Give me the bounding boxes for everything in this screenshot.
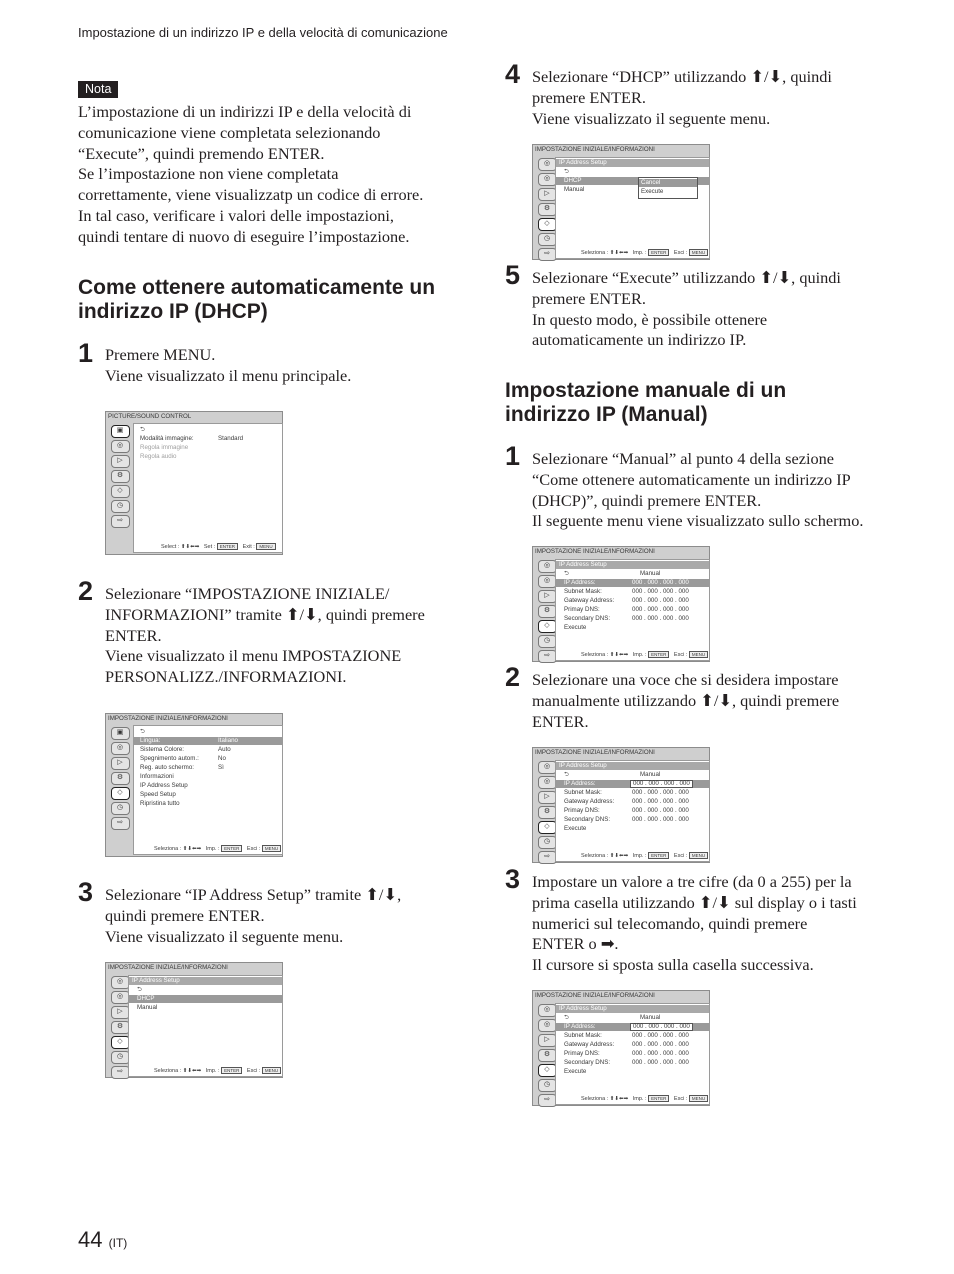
nota-line: In tal caso, verificare i valori delle impostazioni, (78, 205, 395, 225)
menu-label: Primay DNS: (564, 807, 600, 814)
sound-icon: ◎ (538, 1019, 557, 1032)
setup-icon: ⚙ (111, 1021, 130, 1034)
menu-value: Italiano (218, 737, 238, 744)
step-line: Selezionare “IP Address Setup” tramite ⬆/⬇, (105, 885, 402, 904)
screen-footer: Seleziona : ⬆⬇⬅➡ Imp. : ENTER Esci : MENU (154, 845, 281, 852)
popup-option: Execute (641, 188, 664, 195)
setup-icon: ⚙ (538, 1049, 557, 1062)
picture-icon: ▣ (111, 425, 130, 438)
picture-icon: ◎ (538, 761, 557, 774)
footer-label: Imp. : (632, 652, 647, 658)
screen-icon: ▷ (111, 757, 130, 770)
screen-sidebar (109, 425, 131, 530)
ip-input-active: 000 . 000 . 000 . 000 (630, 780, 693, 788)
step-line: Selezionare “Manual” al punto 4 della sezione (532, 449, 834, 468)
step-line: ENTER o ➡. (532, 934, 619, 954)
ip-value: 000 . 000 . 000 . 000 (632, 1050, 689, 1057)
menu-label: Gateway Address: (564, 1041, 615, 1048)
setup-icon: ⚙ (111, 772, 130, 785)
menu-label: Ripristina tutto (140, 800, 180, 807)
menu-key: MENU (689, 852, 708, 859)
footer-label: Seleziona : (154, 1068, 182, 1074)
submenu-title: IP Address Setup (559, 1005, 607, 1012)
menu-label: IP Address: (564, 1023, 596, 1030)
ip-value: 000 . 000 . 000 . 000 (632, 615, 689, 622)
menu-label: Primay DNS: (564, 1050, 600, 1057)
screen-title: PICTURE/SOUND CONTROL (108, 413, 192, 420)
step-line: INFORMAZIONI” tramite ⬆/⬇, quindi premere (105, 604, 425, 624)
step-number: 3 (78, 877, 94, 907)
screen-footer: Seleziona : ⬆⬇⬅➡ Imp. : ENTER Esci : MENU (154, 1067, 281, 1074)
title-line: Impostazione manuale di un (505, 379, 787, 402)
footer-label: Esci : (246, 1068, 261, 1074)
mode-value: Manual (640, 1014, 661, 1021)
input-icon: ⇨ (538, 248, 557, 261)
nota-line: L’impostazione di un indirizzi IP e della velocità di (78, 102, 412, 121)
menu-label: Spegnimento autom.: (140, 755, 199, 762)
setup-icon: ⚙ (538, 605, 557, 618)
menu-value: Sì (218, 764, 224, 771)
screen-icon: ▷ (538, 590, 557, 603)
menu-key: MENU (256, 543, 275, 550)
step-number: 1 (505, 441, 521, 471)
page-number (78, 1227, 127, 1253)
step-line: Il seguente menu viene visualizzato sullo schermo. (532, 511, 864, 531)
step-line: premere ENTER. (532, 87, 646, 107)
step-line: PERSONALIZZ./INFORMAZIONI. (105, 667, 347, 687)
menu-value: No (218, 755, 226, 762)
screen-ip-setup-popup (532, 144, 710, 260)
menu-label: Lingua: (140, 737, 161, 744)
nota-line: “Execute”, quindi premendo ENTER. (78, 143, 325, 163)
picture-icon: ◎ (538, 560, 557, 573)
step-line: Premere MENU. (105, 345, 216, 364)
screen-icon: ▷ (111, 455, 130, 468)
screen-title: IMPOSTAZIONE INIZIALE/INFORMAZIONI (535, 992, 655, 999)
screen-panel (555, 760, 710, 862)
title-line: indirizzo IP (Manual) (505, 403, 708, 426)
enter-key: ENTER (648, 249, 669, 256)
timer-icon: ◷ (538, 635, 557, 648)
ip-value: 000 . 000 . 000 . 000 (632, 1032, 689, 1039)
step-line: ENTER. (105, 625, 162, 645)
ip-value: 000 . 000 . 000 . 000 (632, 1041, 689, 1048)
menu-key: MENU (689, 249, 708, 256)
menu-label: IP Address: (564, 579, 596, 586)
screen-title: IMPOSTAZIONE INIZIALE/INFORMAZIONI (108, 715, 228, 722)
sound-icon: ◎ (538, 173, 557, 186)
menu-label: Secondary DNS: (564, 1059, 611, 1066)
picture-icon: ▣ (111, 727, 130, 740)
back-icon: ⮌ (564, 1014, 569, 1021)
nota-badge: Nota (78, 81, 118, 98)
step-text (532, 872, 857, 976)
step-text (532, 449, 863, 532)
step-line: Selezionare una voce che si desidera impostare (532, 670, 839, 689)
input-icon: ⇨ (538, 650, 557, 663)
menu-label: Reg. auto schermo: (140, 764, 194, 771)
footer-label: Imp. : (632, 250, 647, 256)
timer-icon: ◷ (111, 802, 130, 815)
timer-icon: ◷ (538, 233, 557, 246)
back-icon: ⮌ (140, 728, 145, 735)
step-line: numerici sul telecomando, quindi premere (532, 913, 808, 933)
menu-label: DHCP (137, 995, 155, 1002)
sound-icon: ◎ (111, 742, 130, 755)
screen-main-menu (105, 411, 283, 555)
screen-manual-1 (532, 546, 710, 662)
step-line: Viene visualizzato il seguente menu. (532, 108, 771, 128)
screen-panel (133, 423, 283, 553)
screen-info-menu (105, 713, 283, 857)
screen-panel (555, 559, 710, 661)
ip-value: 000 . 000 . 000 . 000 (632, 816, 689, 823)
section-manual-title (505, 379, 786, 427)
screen-manual-2 (532, 747, 710, 863)
step-line: quindi premere ENTER. (105, 905, 265, 925)
initial-icon: ◇ (538, 620, 557, 633)
submenu-title: IP Address Setup (132, 977, 180, 984)
input-icon: ⇨ (538, 851, 557, 864)
footer-label: Exit : (242, 544, 255, 550)
step-line: Viene visualizzato il seguente menu. (105, 926, 344, 946)
screen-footer: Select : ⬆⬇⬅➡ Set : ENTER Exit : MENU (161, 543, 276, 550)
footer-label: Seleziona : (581, 250, 609, 256)
step-text (532, 268, 841, 351)
menu-label: Subnet Mask: (564, 588, 602, 595)
menu-key: MENU (689, 651, 708, 658)
step-number: 5 (505, 260, 521, 290)
step-line: prima casella utilizzando ⬆/⬇ sul display o i tasti (532, 892, 857, 912)
screen-icon: ▷ (111, 1006, 130, 1019)
title-line: Come ottenere automaticamente un (78, 276, 436, 299)
input-icon: ⇨ (111, 817, 130, 830)
initial-icon: ◇ (111, 1036, 130, 1049)
menu-value: Auto (218, 746, 231, 753)
screen-title: IMPOSTAZIONE INIZIALE/INFORMAZIONI (535, 548, 655, 555)
footer-label: Set : (203, 544, 216, 550)
back-icon: ⮌ (564, 771, 569, 778)
ip-value: 000 . 000 . 000 . 000 (632, 807, 689, 814)
step-line: In questo modo, è possibile ottenere (532, 309, 768, 329)
footer-label: Imp. : (632, 1096, 647, 1102)
menu-label: Modalità immagine: (140, 435, 194, 442)
ip-value: 000 . 000 . 000 . 000 (632, 1059, 689, 1066)
screen-icon: ▷ (538, 188, 557, 201)
menu-label: Subnet Mask: (564, 1032, 602, 1039)
menu-label: Execute (564, 624, 587, 631)
step-text (105, 885, 401, 947)
footer-label: Esci : (673, 1096, 688, 1102)
ip-input-active: 000 . 000 . 000 . 000 (630, 1023, 693, 1031)
menu-key: MENU (262, 1067, 281, 1074)
ip-value: 000 . 000 . 000 . 000 (632, 789, 689, 796)
screen-sidebar (109, 727, 131, 832)
title-line: indirizzo IP (DHCP) (78, 300, 268, 323)
screen-panel (133, 725, 283, 855)
nota-line: comunicazione viene completata selezionando (78, 122, 381, 142)
footer-label: Seleziona : (581, 853, 609, 859)
dhcp-popup (638, 177, 698, 199)
screen-panel (128, 975, 283, 1077)
menu-label: Subnet Mask: (564, 789, 602, 796)
ip-value: 000 . 000 . 000 . 000 (632, 597, 689, 604)
sound-icon: ◎ (111, 991, 130, 1004)
menu-label: Secondary DNS: (564, 615, 611, 622)
menu-label: IP Address Setup (140, 782, 188, 789)
screen-icon: ▷ (538, 791, 557, 804)
submenu-title: IP Address Setup (559, 159, 607, 166)
screen-manual-3 (532, 990, 710, 1106)
screen-ip-setup (105, 962, 283, 1078)
menu-label: Gateway Address: (564, 798, 615, 805)
section-dhcp-title (78, 276, 435, 324)
input-icon: ⇨ (111, 515, 130, 528)
screen-title: IMPOSTAZIONE INIZIALE/INFORMAZIONI (535, 749, 655, 756)
menu-label: Sistema Colore: (140, 746, 185, 753)
input-icon: ⇨ (111, 1066, 130, 1079)
footer-label: Esci : (246, 846, 261, 852)
step-line: Selezionare “Execute” utilizzando ⬆/⬇, quindi (532, 268, 841, 287)
enter-key: ENTER (221, 1067, 242, 1074)
footer-label: Imp. : (632, 853, 647, 859)
menu-label: Speed Setup (140, 791, 176, 798)
screen-footer: Seleziona : ⬆⬇⬅➡ Imp. : ENTER Esci : MENU (581, 651, 708, 658)
submenu-title: IP Address Setup (559, 561, 607, 568)
step-line: Il cursore si sposta sulla casella successiva. (532, 955, 814, 975)
step-text (105, 584, 425, 688)
step-number: 4 (505, 59, 521, 89)
step-line: premere ENTER. (532, 288, 646, 308)
enter-key: ENTER (648, 852, 669, 859)
step-number: 2 (505, 662, 521, 692)
back-icon: ⮌ (140, 426, 145, 433)
step-line: manualmente utilizzando ⬆/⬇, quindi premere (532, 690, 840, 710)
footer-label: Imp. : (205, 846, 220, 852)
footer-label: Esci : (673, 853, 688, 859)
menu-label: IP Address: (564, 780, 596, 787)
screen-panel (555, 157, 710, 259)
mode-value: Manual (640, 570, 661, 577)
timer-icon: ◷ (111, 500, 130, 513)
picture-icon: ◎ (111, 976, 130, 989)
screen-footer: Seleziona : ⬆⬇⬅➡ Imp. : ENTER Esci : MENU (581, 852, 708, 859)
picture-icon: ◎ (538, 158, 557, 171)
mode-value: Manual (640, 771, 661, 778)
step-number: 2 (78, 576, 94, 606)
menu-label: Manual (564, 186, 585, 193)
nota-line: quindi tentare di nuovo di eseguire l’impostazione. (78, 226, 410, 246)
footer-label: Seleziona : (581, 652, 609, 658)
enter-key: ENTER (221, 845, 242, 852)
running-header: Impostazione di un indirizzo IP e della velocità di comunicazione (78, 25, 448, 40)
screen-footer: Seleziona : ⬆⬇⬅➡ Imp. : ENTER Esci : MENU (581, 1095, 708, 1102)
step-line: Viene visualizzato il menu principale. (105, 365, 352, 385)
initial-icon: ◇ (111, 485, 130, 498)
sound-icon: ◎ (111, 440, 130, 453)
step-line: ENTER. (532, 711, 589, 731)
footer-label: Esci : (673, 250, 688, 256)
step-line: Viene visualizzato il menu IMPOSTAZIONE (105, 646, 402, 666)
setup-icon: ⚙ (538, 203, 557, 216)
step-line: Selezionare “IMPOSTAZIONE INIZIALE/ (105, 584, 390, 603)
step-line: “Come ottenere automaticamente un indirizzo IP (532, 469, 851, 489)
screen-panel (555, 1003, 710, 1105)
menu-key: MENU (689, 1095, 708, 1102)
menu-label: Regola audio (140, 453, 177, 460)
ip-value: 000 . 000 . 000 . 000 (632, 606, 689, 613)
screen-icon: ▷ (538, 1034, 557, 1047)
footer-label: Seleziona : (154, 846, 182, 852)
step-number: 3 (505, 864, 521, 894)
screen-title: IMPOSTAZIONE INIZIALE/INFORMAZIONI (535, 146, 655, 153)
footer-label: Seleziona : (581, 1096, 609, 1102)
footer-label: Select : (161, 544, 180, 550)
menu-label: Manual (137, 1004, 158, 1011)
input-icon: ⇨ (538, 1094, 557, 1107)
step-text (105, 345, 351, 387)
menu-value: Standard (218, 435, 244, 442)
menu-label: Execute (564, 825, 587, 832)
initial-icon: ◇ (538, 821, 557, 834)
initial-icon: ◇ (111, 787, 130, 800)
sound-icon: ◎ (538, 575, 557, 588)
page-number-value: 44 (78, 1227, 103, 1252)
menu-key: MENU (262, 845, 281, 852)
menu-label: DHCP (564, 177, 582, 184)
ip-value: 000 . 000 . 000 . 000 (632, 588, 689, 595)
timer-icon: ◷ (538, 1079, 557, 1092)
picture-icon: ◎ (538, 1004, 557, 1017)
enter-key: ENTER (217, 543, 238, 550)
ip-value: 000 . 000 . 000 . 000 (632, 579, 689, 586)
back-icon: ⮌ (137, 986, 142, 993)
enter-key: ENTER (648, 651, 669, 658)
nota-text (78, 102, 423, 248)
initial-icon: ◇ (538, 1064, 557, 1077)
footer-label: Imp. : (205, 1068, 220, 1074)
step-text (532, 670, 839, 732)
screen-footer: Seleziona : ⬆⬇⬅➡ Imp. : ENTER Esci : MENU (581, 249, 708, 256)
menu-label: Gateway Address: (564, 597, 615, 604)
screen-title: IMPOSTAZIONE INIZIALE/INFORMAZIONI (108, 964, 228, 971)
step-line: Selezionare “DHCP” utilizzando ⬆/⬇, quindi (532, 67, 832, 86)
nota-line: correttamente, viene visualizzatp un codice di errore. (78, 185, 424, 205)
step-line: (DHCP)”, quindi premere ENTER. (532, 490, 762, 510)
setup-icon: ⚙ (111, 470, 130, 483)
timer-icon: ◷ (111, 1051, 130, 1064)
menu-label: Primay DNS: (564, 606, 600, 613)
step-number: 1 (78, 338, 94, 368)
footer-label: Esci : (673, 652, 688, 658)
back-icon: ⮌ (564, 168, 569, 175)
ip-value: 000 . 000 . 000 . 000 (632, 798, 689, 805)
back-icon: ⮌ (564, 570, 569, 577)
step-line: Impostare un valore a tre cifre (da 0 a 255) per la (532, 872, 852, 891)
sound-icon: ◎ (538, 776, 557, 789)
menu-label: Regola immagine (140, 444, 189, 451)
menu-label: Informazioni (140, 773, 174, 780)
nota-line: Se l’impostazione non viene completata (78, 164, 339, 184)
step-line: automaticamente un indirizzo IP. (532, 330, 747, 350)
menu-label: Execute (564, 1068, 587, 1075)
submenu-title: IP Address Setup (559, 762, 607, 769)
enter-key: ENTER (648, 1095, 669, 1102)
menu-label: Secondary DNS: (564, 816, 611, 823)
page-language: (IT) (108, 1236, 128, 1250)
timer-icon: ◷ (538, 836, 557, 849)
setup-icon: ⚙ (538, 806, 557, 819)
step-text (532, 67, 832, 129)
popup-option: Cancel (641, 179, 661, 186)
initial-icon: ◇ (538, 218, 557, 231)
